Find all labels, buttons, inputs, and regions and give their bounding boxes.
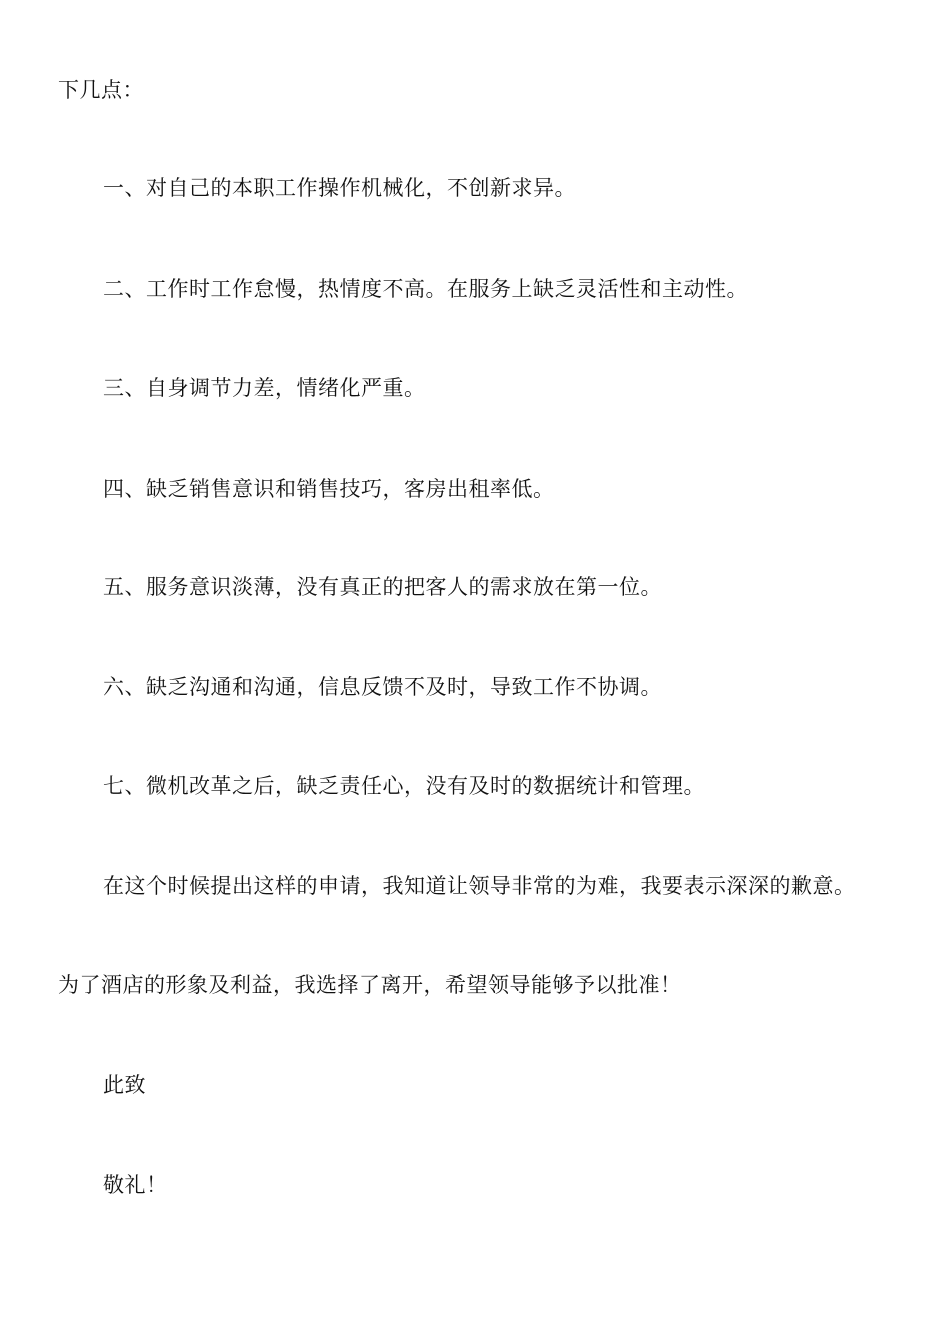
salutation: 此致 [103, 1073, 146, 1097]
list-item: 七、微机改革之后，缺乏责任心，没有及时的数据统计和管理。 [103, 774, 705, 798]
closing-paragraph-line-1: 在这个时候提出这样的申请，我知道让领导非常的为难，我要表示深深的歉意。 [103, 874, 856, 898]
list-item: 四、缺乏销售意识和销售技巧，客房出租率低。 [103, 477, 555, 501]
list-item: 五、服务意识淡薄，没有真正的把客人的需求放在第一位。 [103, 575, 662, 599]
regards: 敬礼！ [103, 1173, 168, 1197]
list-item: 六、缺乏沟通和沟通，信息反馈不及时，导致工作不协调。 [103, 675, 662, 699]
list-item: 三、自身调节力差，情绪化严重。 [103, 376, 426, 400]
closing-paragraph-line-2: 为了酒店的形象及利益，我选择了离开，希望领导能够予以批准！ [58, 973, 682, 997]
list-item: 一、对自己的本职工作操作机械化，不创新求异。 [103, 176, 576, 200]
intro-text: 下几点： [58, 78, 144, 102]
list-item: 二、工作时工作怠慢，热情度不高。在服务上缺乏灵活性和主动性。 [103, 277, 748, 301]
